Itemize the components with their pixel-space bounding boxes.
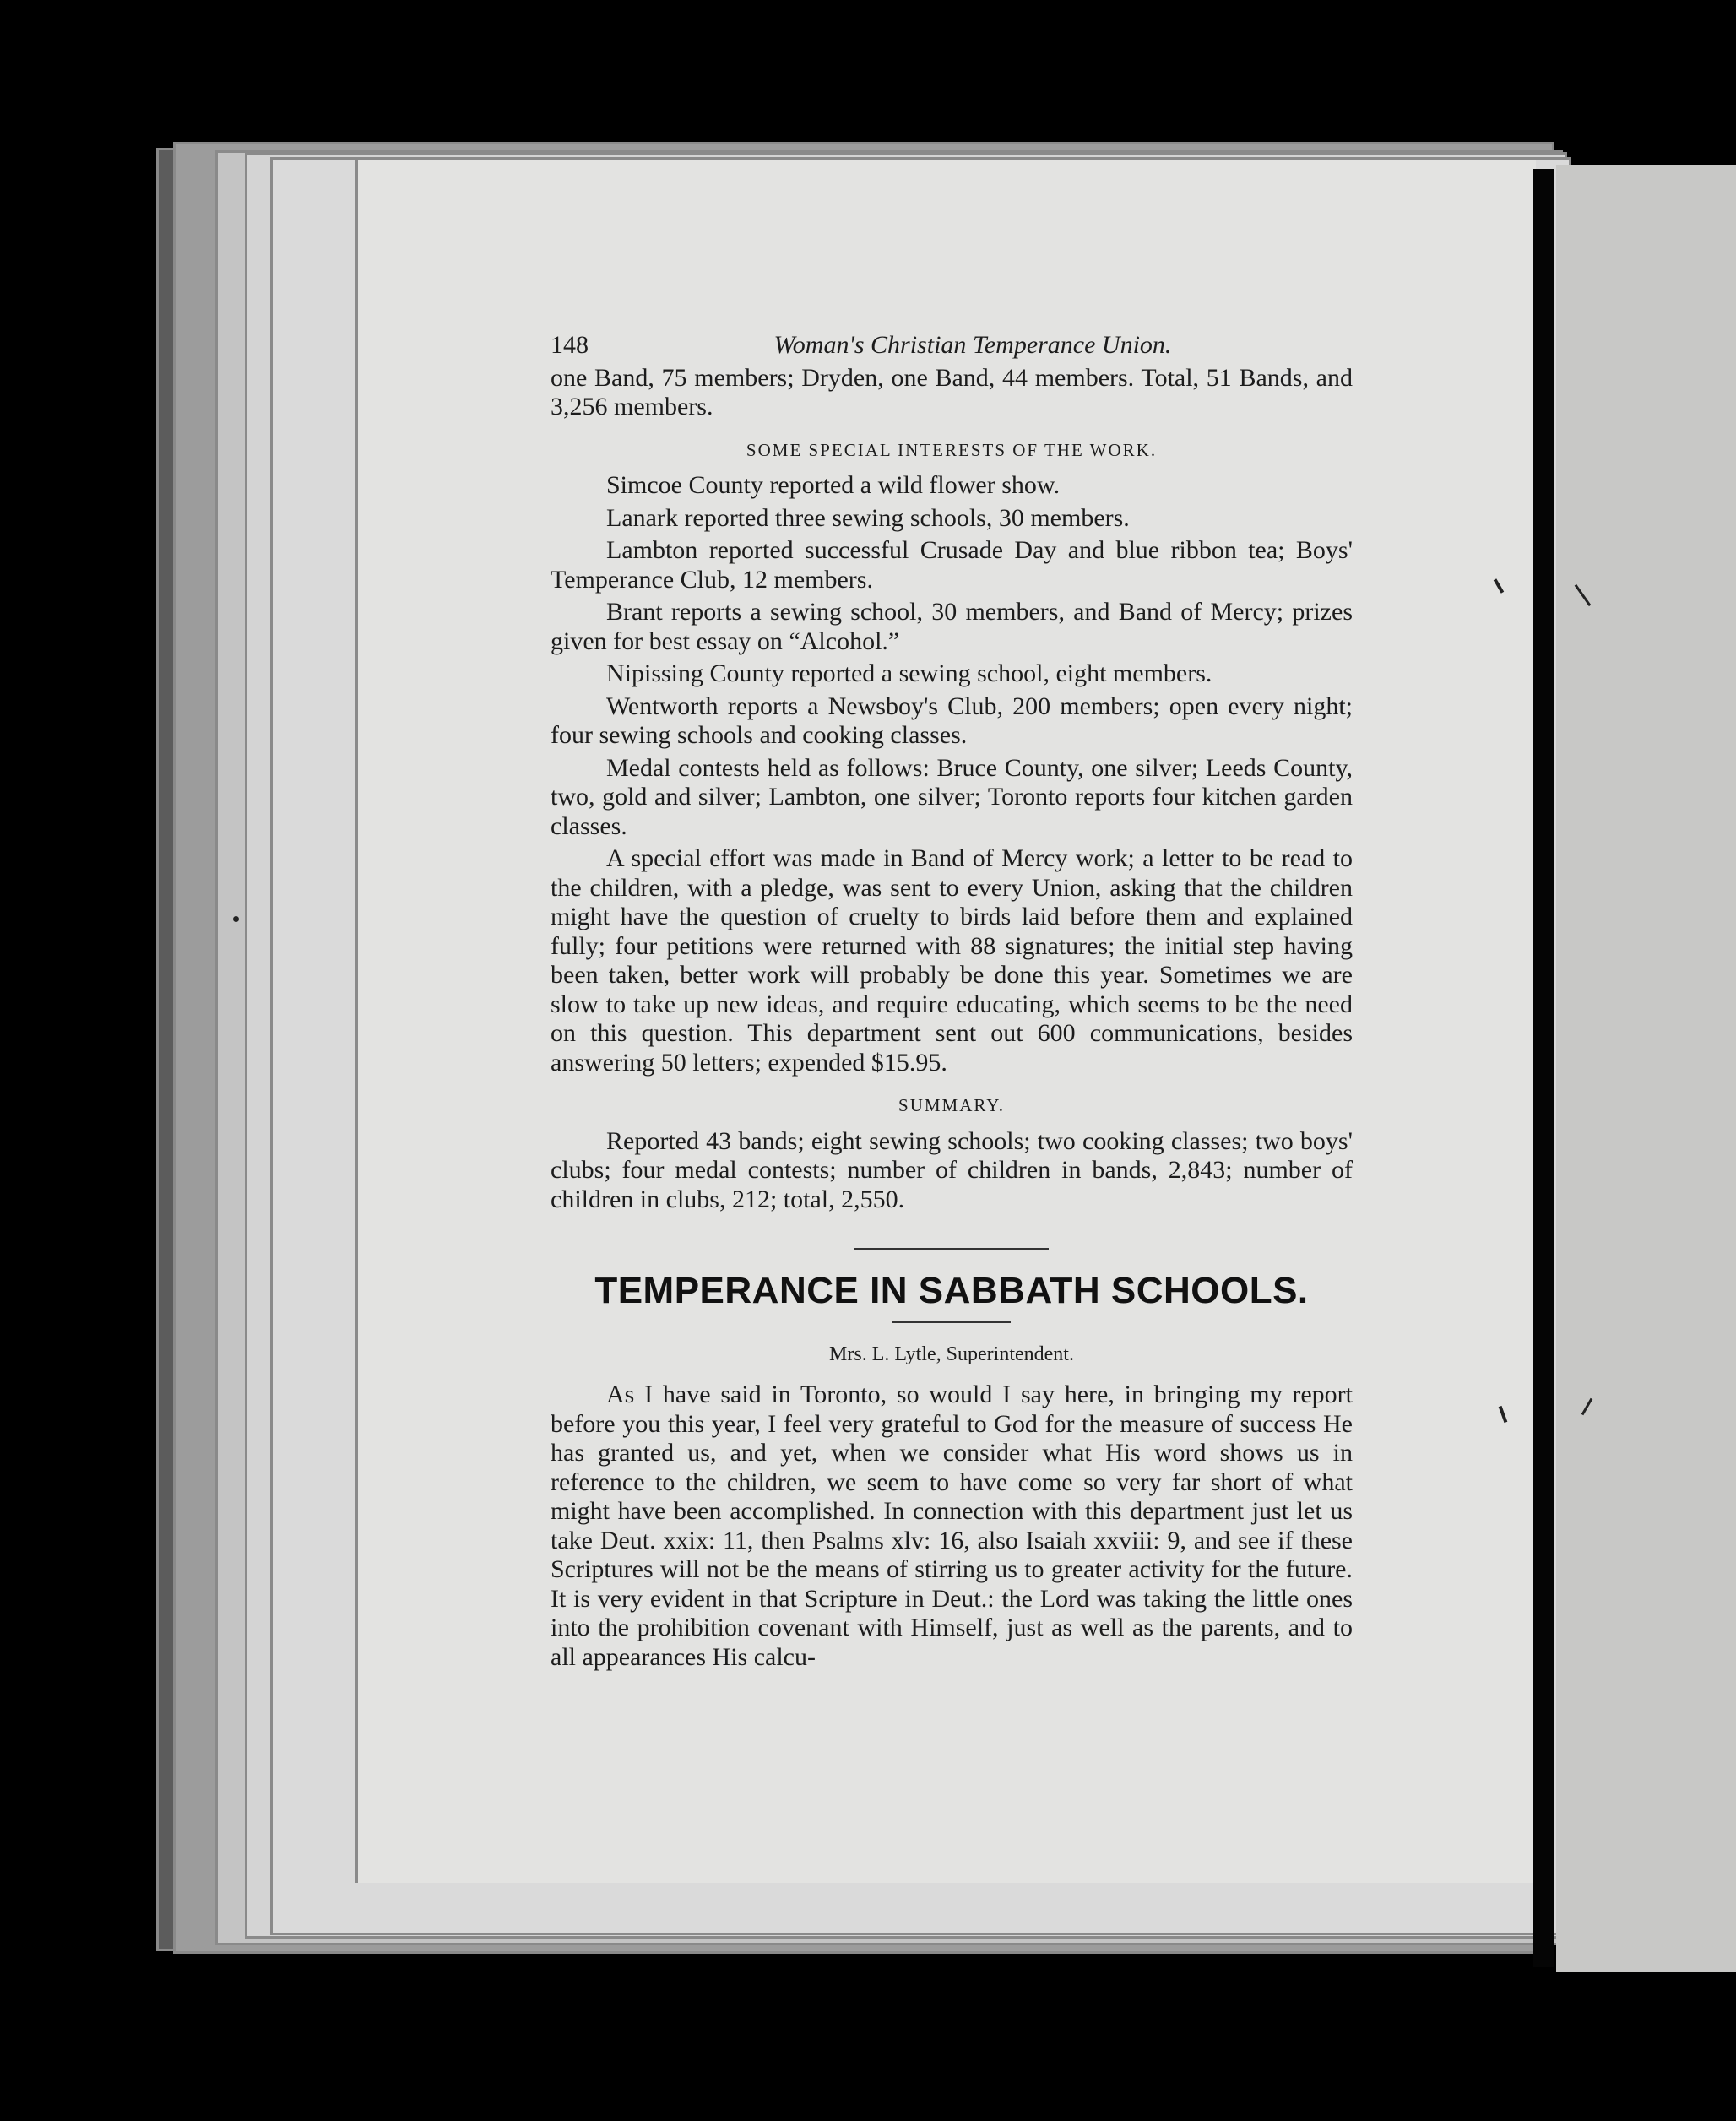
- interest-paragraph: Brant reports a sewing school, 30 members, and Band of Mercy; prizes given for best essay on “Alcohol.”: [551, 598, 1353, 655]
- facing-page-speck: [1575, 584, 1592, 606]
- interest-paragraph: Simcoe County reported a wild flower show.: [606, 471, 1061, 499]
- summary-paragraph: Reported 43 bands; eight sewing schools; two cooking classes; two boys' clubs; four medal contests; number of children in bands, 2,843; number of children in clubs, 212; total, 2,550.: [551, 1126, 1353, 1213]
- interest-paragraph: Lambton reported successful Crusade Day and blue ribbon tea; Boys' Temperance Club, 12 members.: [551, 536, 1353, 594]
- interest-paragraph: Wentworth reports a Newsboy's Club, 200 members; open every night; four sewing schools and cooking classes.: [551, 692, 1353, 749]
- special-interests-heading: SOME SPECIAL INTERESTS OF THE WORK.: [746, 439, 1158, 460]
- running-head: [551, 331, 1353, 361]
- interest-paragraph: Medal contests held as follows: Bruce County, one silver; Leeds County, two, gold and silver; Lambton, one silver; Toronto reports four kitchen garden classes.: [551, 753, 1353, 840]
- facing-page-speck: [1581, 1398, 1593, 1416]
- title-underline: [892, 1321, 1011, 1323]
- section-paragraph: As I have said in Toronto, so would I say here, in bringing my report before you this year, I feel very grateful to God for the measure of success He has granted us, and yet, when we consider what His word shows us in reference to the children, we seem to have come so very far short of what might have been accomplished. In connection with this department just let us take Deut. xxix: 11, then Psalms xlv: 16, also Isaiah xxviii: 9, and see if these Scriptures will not be the means of stirring us to greater activity for the future. It is very evident in that Scripture in Deut.: the Lord was taking the little ones into the prohibition covenant with Himself, just as well as the parents, and to all appearances His calcu-: [551, 1381, 1353, 1671]
- book-spine: [1533, 169, 1554, 1967]
- interest-paragraph: Nipissing County reported a sewing school, eight members.: [606, 659, 1212, 687]
- interest-paragraph: A special effort was made in Band of Mercy work; a letter to be read to the children, with a pledge, was sent to every Union, asking that the children might have the question of cruelty to birds laid before them and explained fully; four petitions were returned with 88 signatures; the initial step having been taken, better work will probably be done this year. Sometimes we are slow to take up new ideas, and require educating, which seems to be the need on this question. This department sent out 600 communications, besides answering 50 letters; expended $15.95.: [551, 844, 1353, 1077]
- opening-paragraph: one Band, 75 members; Dryden, one Band, 44 members. Total, 51 Bands, and 3,256 members.: [551, 363, 1353, 420]
- running-title: Woman's Christian Temperance Union.: [773, 331, 1172, 359]
- section-title: TEMPERANCE IN SABBATH SCHOOLS.: [594, 1270, 1309, 1311]
- page-text: [551, 331, 1353, 1672]
- byline: Mrs. L. Lytle, Superintendent.: [829, 1343, 1074, 1365]
- page-speck: [233, 916, 239, 922]
- page-number: 148: [551, 331, 589, 359]
- interest-paragraph: Lanark reported three sewing schools, 30 members.: [606, 503, 1130, 532]
- summary-heading: SUMMARY.: [898, 1095, 1005, 1115]
- facing-page: [1556, 165, 1736, 1972]
- section-divider: [854, 1248, 1049, 1250]
